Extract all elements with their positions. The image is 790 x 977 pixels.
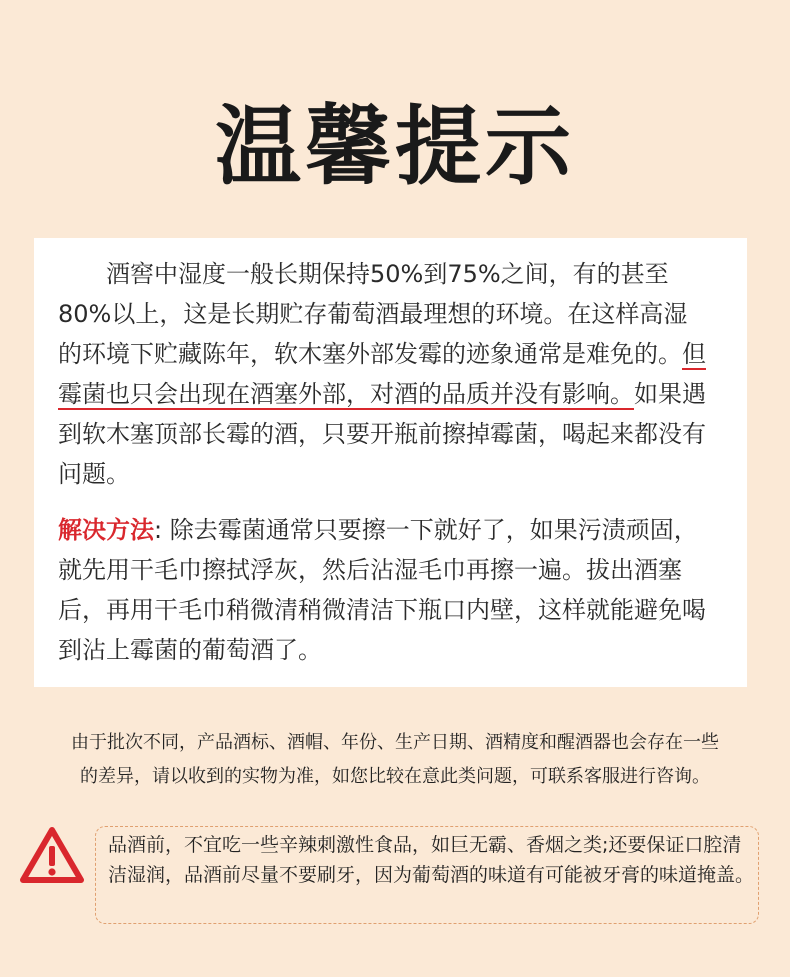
humidity-paragraph [58,254,708,494]
info-card [34,238,747,687]
note-line-2: 的差异，请以收到的实物为准，如您比较在意此类问题，可联系客服进行咨询。 [80,766,710,787]
note-line-1: 由于批次不同，产品酒标、酒帽、年份、生产日期、酒精度和醒酒器也会存在一些 [71,732,719,753]
humidity-tail-text: 如果遇到软木塞顶部长霉的酒，只要开瓶前擦掉霉菌，喝起来都没有问题。 [58,380,706,488]
solution-label: 解决方法 [58,516,154,544]
page-title: 温馨提示 [215,97,575,197]
solution-colon: : [154,516,163,544]
tasting-tip-text: 品酒前，不宜吃一些辛辣刺激性食品，如巨无霸、香烟之类;还要保证口腔清洁湿润，品酒前尽量不要刷牙，因为葡萄酒的味道有可能被牙膏的味道掩盖。 [108,834,755,886]
tasting-tip-box [95,826,759,924]
warning-triangle-icon [20,826,84,884]
humidity-lead-text: 酒窖中湿度一般长期保持50%到75%之间，有的甚至80%以上，这是长期贮存葡萄酒最理想的环境。在这样高湿的环境下贮藏陈年，软木塞外部发霉的迹象通常是难免的。 [58,260,688,368]
solution-paragraph [58,510,708,670]
solution-text: 除去霉菌通常只要擦一下就好了，如果污渍顽固，就先用干毛巾擦拭浮灰，然后沾湿毛巾再擦一遍。拔出酒塞后，再用干毛巾稍微清稍微清洁下瓶口内壁，这样就能避免喝到沾上霉菌的葡萄酒了。 [58,516,706,664]
batch-difference-note [0,726,790,794]
mold-highlight-text: 但霉菌也只会出现在酒塞外部，对酒的品质并没有影响。 [58,340,706,408]
